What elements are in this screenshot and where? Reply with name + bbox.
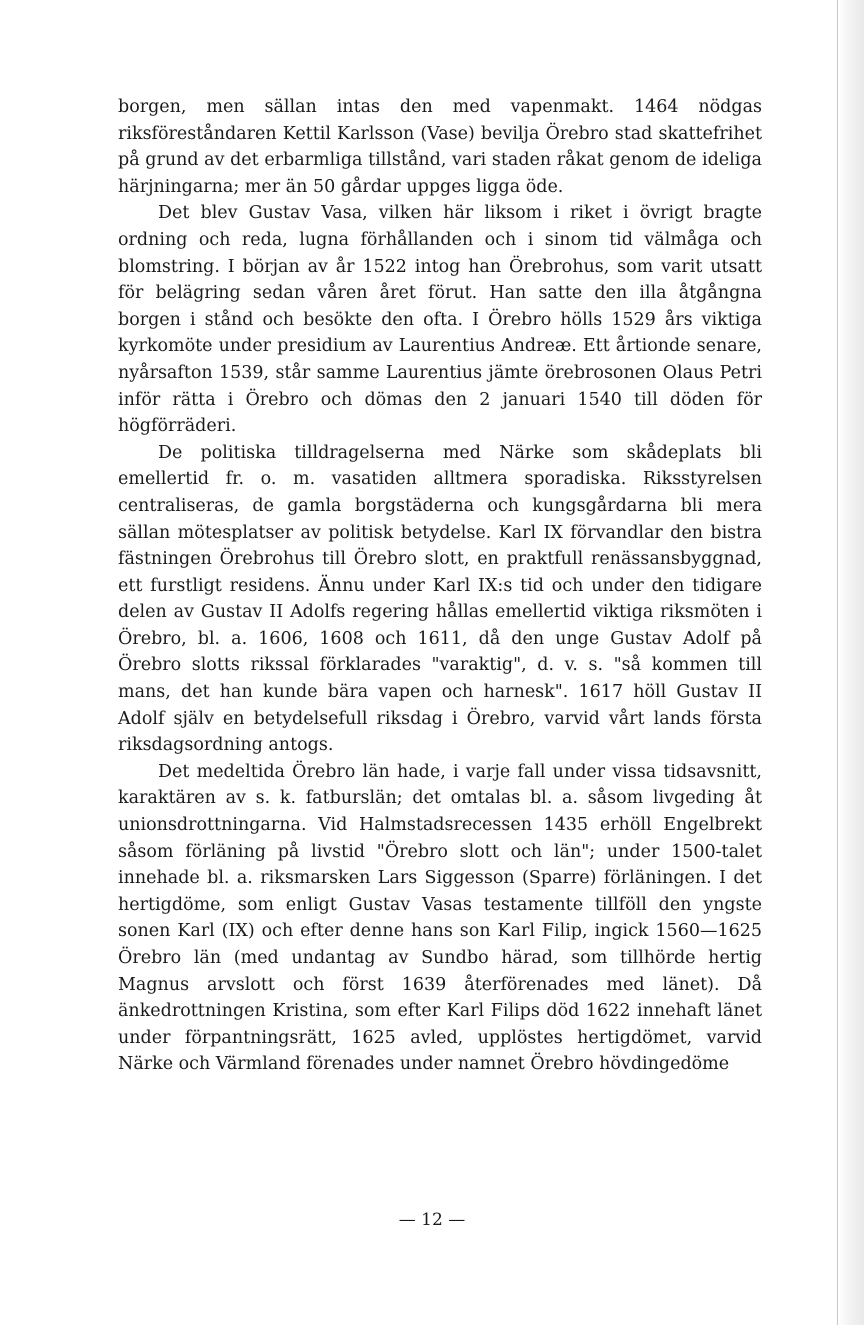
page-body <box>118 94 762 1078</box>
paragraph-2: Det blev Gustav Vasa, vilken här liksom i riket i övrigt bragte ordning och reda, lugna förhållanden och i sinom tid välmåga och blomstring. I början av år 1522 intog han Örebrohus, som varit utsatt för belägring sedan våren året förut. Han satte den illa åtgångna borgen i stånd och besökte den ofta. I Örebro hölls 1529 års viktiga kyrkomöte under presidium av Laurentius Andreæ. Ett årtionde senare, nyårsafton 1539, står samme Laurentius jämte örebrosonen Olaus Petri inför rätta i Örebro och dömas den 2 januari 1540 till döden för högförräderi. <box>118 203 762 437</box>
scan-edge <box>838 0 864 1325</box>
paragraph-4: Det medeltida Örebro län hade, i varje fall under vissa tidsavsnitt, karaktären av s. k. fatburslän; det omtalas bl. a. såsom livgeding åt unionsdrottningarna. Vid Halmstadsrecessen 1435 erhöll Engelbrekt såsom förläning på livstid "Örebro slott och län"; under 1500-talet innehade bl. a. riksmarsken Lars Siggesson (Sparre) förläningen. I det hertigdöme, som enligt Gustav Vasas testamente tillföll den yngste sonen Karl (IX) och efter denne hans son Karl Filip, ingick 1560—1625 Örebro län (med undantag av Sundbo härad, som tillhörde hertig Magnus arvslott och först 1639 återförenades med länet). Då änkedrottningen Kristina, som efter Karl Filips död 1622 innehaft länet under förpantningsrätt, 1625 avled, upplöstes hertigdömet, varvid Närke och Värmland förenades under namnet Örebro hövdingedöme <box>118 761 762 1075</box>
paragraph-1: borgen, men sällan intas den med vapenmakt. 1464 nödgas riksföreståndaren Kettil Karlsson (Vase) bevilja Örebro stad skattefrihet på grund av det erbarmliga tillstånd, vari staden råkat genom de ideliga härjningarna; mer än 50 gårdar uppges ligga öde. <box>118 97 762 197</box>
paragraph-3: De politiska tilldragelserna med Närke som skådeplats bli emellertid fr. o. m. vasatiden alltmera sporadiska. Riksstyrelsen centraliseras, de gamla borgstäderna och kungsgårdarna bli mera sällan mötesplatser av politisk betydelse. Karl IX förvandlar den bistra fästningen Örebrohus till Örebro slott, en praktfull renässansbyggnad, ett furstligt residens. Ännu under Karl IX:s tid och under den tidigare delen av Gustav II Adolfs regering hållas emellertid viktiga riksmöten i Örebro, bl. a. 1606, 1608 och 1611, då den unge Gustav Adolf på Örebro slotts rikssal förklarades "varaktig", d. v. s. "så kommen till mans, det han kunde bära vapen och harnesk". 1617 höll Gustav II Adolf själv en betydelsefull riksdag i Örebro, varvid vårt lands första riksdagsordning antogs. <box>118 442 762 756</box>
page-number: — 12 — <box>398 1210 466 1230</box>
